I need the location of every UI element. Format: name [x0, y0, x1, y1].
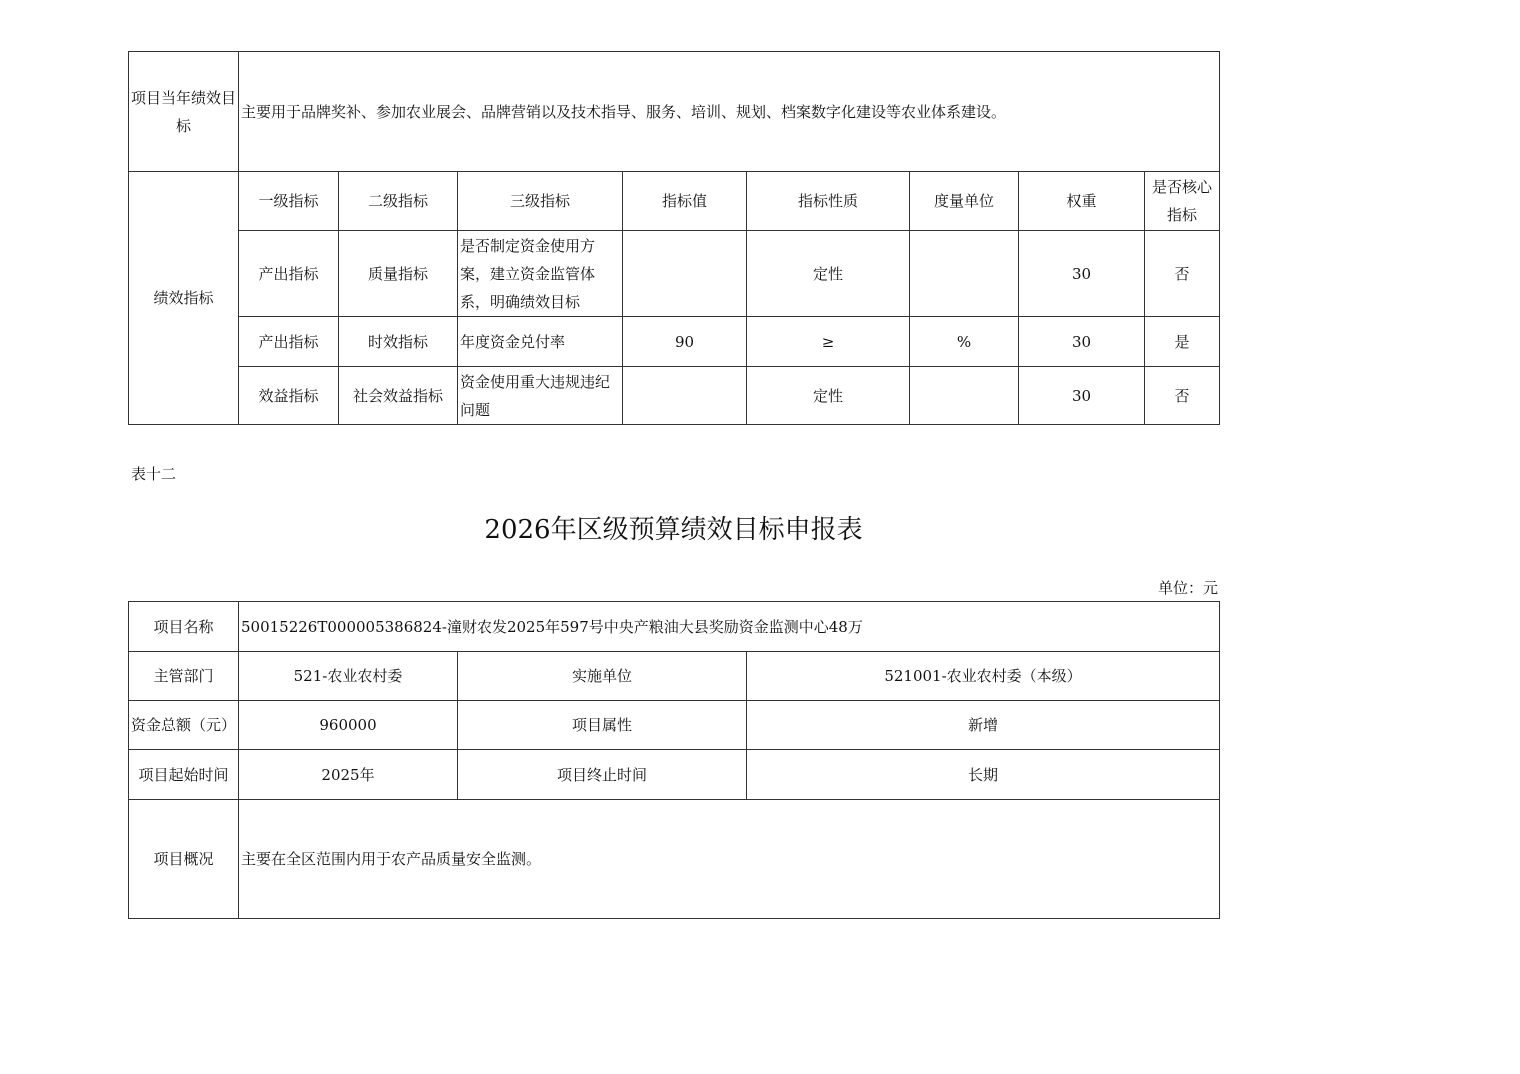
row-level2: 时效指标: [339, 317, 458, 367]
row-core: 否: [1145, 367, 1220, 425]
row-level2: 质量指标: [339, 231, 458, 317]
row-weight: 30: [1019, 367, 1145, 425]
row-level3: 年度资金兑付率: [458, 317, 623, 367]
goal-row: [129, 52, 1220, 172]
header-nature: 指标性质: [747, 172, 910, 231]
row-level1: 产出指标: [239, 317, 339, 367]
row-level3: 是否制定资金使用方案，建立资金监管体系，明确绩效目标: [458, 231, 623, 317]
row-unit: [910, 367, 1019, 425]
page-title: 2026年区级预算绩效目标申报表: [484, 515, 863, 545]
row-level2: 社会效益指标: [339, 367, 458, 425]
dept-value: 521-农业农村委: [239, 652, 458, 701]
row-value: 90: [623, 317, 747, 367]
header-row: [129, 172, 1220, 231]
overview-label: 项目概况: [129, 800, 239, 919]
end-label: 项目终止时间: [458, 750, 747, 800]
unit-label: 单位：元: [1157, 579, 1218, 597]
header-value: 指标值: [623, 172, 747, 231]
impl-value: 521001-农业农村委（本级）: [747, 652, 1220, 701]
table-number: 表十二: [131, 465, 177, 483]
table-row: [129, 652, 1220, 701]
table-row: [129, 800, 1220, 919]
header-unit: 度量单位: [910, 172, 1019, 231]
row-unit: %: [910, 317, 1019, 367]
goal-text: 主要用于品牌奖补、参加农业展会、品牌营销以及技术指导、服务、培训、规划、档案数字化建设等农业体系建设。: [239, 52, 1220, 172]
row-unit: [910, 231, 1019, 317]
performance-table: [128, 51, 1220, 425]
end-value: 长期: [747, 750, 1220, 800]
header-weight: 权重: [1019, 172, 1145, 231]
table-row: [129, 317, 1220, 367]
row-nature: ≥: [747, 317, 910, 367]
impl-label: 实施单位: [458, 652, 747, 701]
attr-value: 新增: [747, 701, 1220, 750]
start-value: 2025年: [239, 750, 458, 800]
dept-label: 主管部门: [129, 652, 239, 701]
attr-label: 项目属性: [458, 701, 747, 750]
row-nature: 定性: [747, 367, 910, 425]
table-row: [129, 701, 1220, 750]
goal-label: 项目当年绩效目标: [129, 52, 239, 172]
start-label: 项目起始时间: [129, 750, 239, 800]
project-name-value: 50015226T000005386824-潼财农发2025年597号中央产粮油大县奖励资金监测中心48万: [239, 602, 1220, 652]
row-value: [623, 231, 747, 317]
table-row: [129, 367, 1220, 425]
header-level3: 三级指标: [458, 172, 623, 231]
row-core: 否: [1145, 231, 1220, 317]
project-name-label: 项目名称: [129, 602, 239, 652]
project-info-table: [128, 601, 1220, 919]
header-level2: 二级指标: [339, 172, 458, 231]
indicator-label: 绩效指标: [129, 172, 239, 425]
overview-value: 主要在全区范围内用于农产品质量安全监测。: [239, 800, 1220, 919]
fund-label: 资金总额（元）: [129, 701, 239, 750]
row-value: [623, 367, 747, 425]
header-level1: 一级指标: [239, 172, 339, 231]
row-core: 是: [1145, 317, 1220, 367]
row-level1: 产出指标: [239, 231, 339, 317]
table-row: [129, 602, 1220, 652]
table-row: [129, 231, 1220, 317]
header-core: 是否核心指标: [1145, 172, 1220, 231]
row-weight: 30: [1019, 231, 1145, 317]
row-weight: 30: [1019, 317, 1145, 367]
table-row: [129, 750, 1220, 800]
row-nature: 定性: [747, 231, 910, 317]
row-level3: 资金使用重大违规违纪问题: [458, 367, 623, 425]
row-level1: 效益指标: [239, 367, 339, 425]
fund-value: 960000: [239, 701, 458, 750]
